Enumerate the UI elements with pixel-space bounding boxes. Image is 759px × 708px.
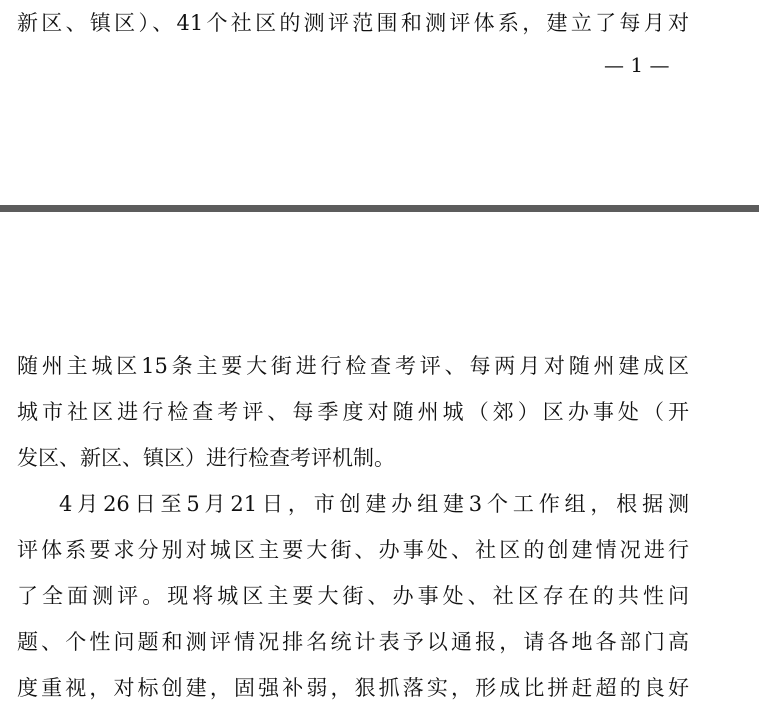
page-number: — 1 — <box>604 53 670 77</box>
page-divider <box>0 205 759 212</box>
body-text-line: 发区、新区、镇区）进行检查考评机制。 <box>17 446 395 470</box>
body-text-line: 度重视，对标创建，固强补弱，狠抓落实，形成比拼赶超的良好 <box>17 676 689 700</box>
body-text-line: 随州主城区15条主要大街进行检查考评、每两月对随州建成区 <box>17 354 689 378</box>
body-text-line: 城市社区进行检查考评、每季度对随州城（郊）区办事处（开 <box>17 400 689 424</box>
body-text-line: 评体系要求分别对城区主要大街、办事处、社区的创建情况进行 <box>17 538 689 562</box>
page-1-bottom <box>0 0 759 205</box>
paragraph-first-line: 4月26日至5月21日，市创建办组建3个工作组，根据测 <box>59 492 689 516</box>
body-text-line: 了全面测评。现将城区主要大街、办事处、社区存在的共性问 <box>17 584 689 608</box>
page-2-top <box>0 212 759 708</box>
body-text-line: 题、个性问题和测评情况排名统计表予以通报，请各地各部门高 <box>17 630 689 654</box>
body-text-line: 新区、镇区）、41个社区的测评范围和测评体系，建立了每月对 <box>17 11 689 35</box>
